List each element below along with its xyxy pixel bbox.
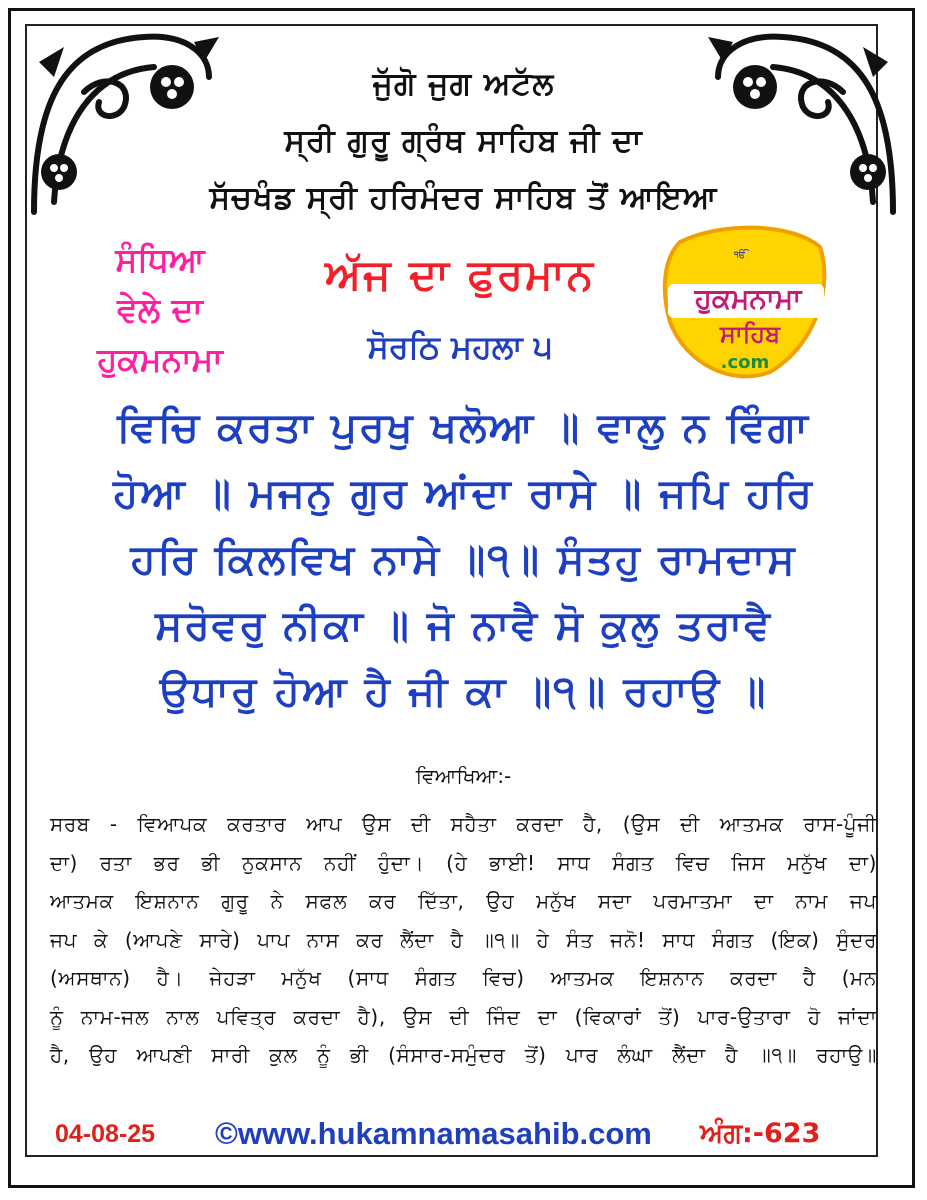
vyakhya-line: ਸਰਬ - ਵਿਆਪਕ ਕਰਤਾਰ ਆਪ ਉਸ ਦੀ ਸਹੈਤਾ ਕਰਦਾ ਹੈ, (ਉਸ ਦੀ ਆਤਮਕ ਰਾਸ-ਪੂੰਜੀ bbox=[50, 812, 877, 836]
logo-line-3: .com bbox=[720, 352, 770, 373]
shabad-heading: ਸੋਰਠਿ ਮਹਲਾ ੫ bbox=[367, 328, 553, 366]
vyakhya-line: ਹੈ, ਉਹ ਆਪਣੀ ਸਾਰੀ ਕੁਲ ਨੂੰ ਭੀ (ਸੰਸਾਰ-ਸਮੁੰਦਰ ਤੋਂ) ਪਾਰ ਲੰਘਾ ਲੈਂਦਾ ਹੈ ॥੧॥ ਰਹਾਉ॥ bbox=[50, 1043, 877, 1067]
side-label-line-2: ਵੇਲੇ ਦਾ bbox=[117, 290, 203, 329]
gurbani-line: ਹੋਆ ॥ ਮਜਨੁ ਗੁਰ ਆਂਦਾ ਰਾਸੇ ॥ ਜਪਿ ਹਰਿ bbox=[113, 469, 814, 517]
header-line-1: ਜੁੱਗੋ ਜੁਗ ਅਟੱਲ bbox=[372, 66, 555, 102]
logo-line-2: ਸਾਹਿਬ bbox=[719, 320, 781, 348]
side-label-line-3: ਹੁਕਮਨਾਮਾ bbox=[97, 340, 223, 379]
logo-line-1: ਹੁਕਮਨਾਮਾ bbox=[694, 282, 802, 315]
gurbani-line: ਸਰੋਵਰੁ ਨੀਕਾ ॥ ਜੋ ਨਾਵੈ ਸੋ ਕੁਲੁ ਤਰਾਵੈ bbox=[155, 601, 772, 649]
side-label-line-1: ਸੰਧਿਆ bbox=[115, 240, 205, 279]
gurbani-line: ਵਿਚਿ ਕਰਤਾ ਪੁਰਖੁ ਖਲੋਆ ॥ ਵਾਲੁ ਨ ਵਿੰਗਾ bbox=[117, 403, 810, 451]
footer-date: 04-08-25 bbox=[55, 1120, 156, 1148]
logo-ik-onkar: ੴ bbox=[733, 250, 747, 261]
footer bbox=[0, 1116, 927, 1160]
vyakhya-line: ਆਤਮਕ ਇਸ਼ਨਾਨ ਗੁਰੂ ਨੇ ਸਫਲ ਕਰ ਦਿੱਤਾ, ਉਹ ਮਨੁੱਖ ਸਦਾ ਪਰਮਾਤਮਾ ਦਾ ਨਾਮ ਜਪ bbox=[50, 889, 877, 913]
gurbani-line: ਹਰਿ ਕਿਲਵਿਖ ਨਾਸੇ ॥੧॥ ਸੰਤਹੁ ਰਾਮਦਾਸ bbox=[130, 535, 797, 583]
hukamnama-sahib-logo bbox=[660, 222, 830, 382]
vyakhya-title: ਵਿਆਖਿਆ:- bbox=[415, 764, 512, 788]
header-line-3: ਸੱਚਖੰਡ ਸ੍ਰੀ ਹਰਿਮੰਦਰ ਸਾਹਿਬ ਤੋਂ ਆਇਆ bbox=[209, 180, 718, 216]
header-line-2: ਸ੍ਰੀ ਗੁਰੂ ਗ੍ਰੰਥ ਸਾਹਿਬ ਜੀ ਦਾ bbox=[284, 123, 643, 159]
gurbani-text bbox=[55, 394, 872, 724]
vyakhya-text bbox=[50, 805, 877, 1075]
footer-website: ©www.hukamnamasahib.com bbox=[215, 1116, 652, 1151]
farman-title: ਅੱਜ ਦਾ ਫੁਰਮਾਨ bbox=[325, 250, 595, 299]
gurbani-line: ਉਧਾਰੁ ਹੋਆ ਹੈ ਜੀ ਕਾ ॥੧॥ ਰਹਾਉ ॥ bbox=[159, 667, 768, 715]
vyakhya-line: ਜਪ ਕੇ (ਆਪਣੇ ਸਾਰੇ) ਪਾਪ ਨਾਸ ਕਰ ਲੈਂਦਾ ਹੈ ॥੧॥ ਹੇ ਸੰਤ ਜਨੋ! ਸਾਧ ਸੰਗਤ (ਇਕ) ਸੁੰਦਰ bbox=[50, 927, 877, 952]
vyakhya-line: (ਅਸਥਾਨ) ਹੈ। ਜੇਹੜਾ ਮਨੁੱਖ (ਸਾਧ ਸੰਗਤ ਵਿਚ) ਆਤਮਕ ਇਸ਼ਨਾਨ ਕਰਦਾ ਹੈ (ਮਨ bbox=[50, 966, 877, 990]
footer-ang: ਅੰਗ:-623 bbox=[700, 1118, 821, 1149]
vyakhya-line: ਦਾ) ਰਤਾ ਭਰ ਭੀ ਨੁਕਸਾਨ ਨਹੀਂ ਹੁੰਦਾ। (ਹੇ ਭਾਈ! ਸਾਧ ਸੰਗਤ ਵਿਚ ਜਿਸ ਮਨੁੱਖ ਦਾ) bbox=[50, 850, 877, 875]
vyakhya-line: ਨੂੰ ਨਾਮ-ਜਲ ਨਾਲ ਪਵਿਤ੍ਰ ਕਰਦਾ ਹੈ), ਉਸ ਦੀ ਜਿੰਦ ਦਾ (ਵਿਕਾਰਾਂ ਤੋਂ) ਪਾਰ-ਉਤਾਰਾ ਹੋ ਜਾਂਦਾ bbox=[50, 1004, 877, 1029]
